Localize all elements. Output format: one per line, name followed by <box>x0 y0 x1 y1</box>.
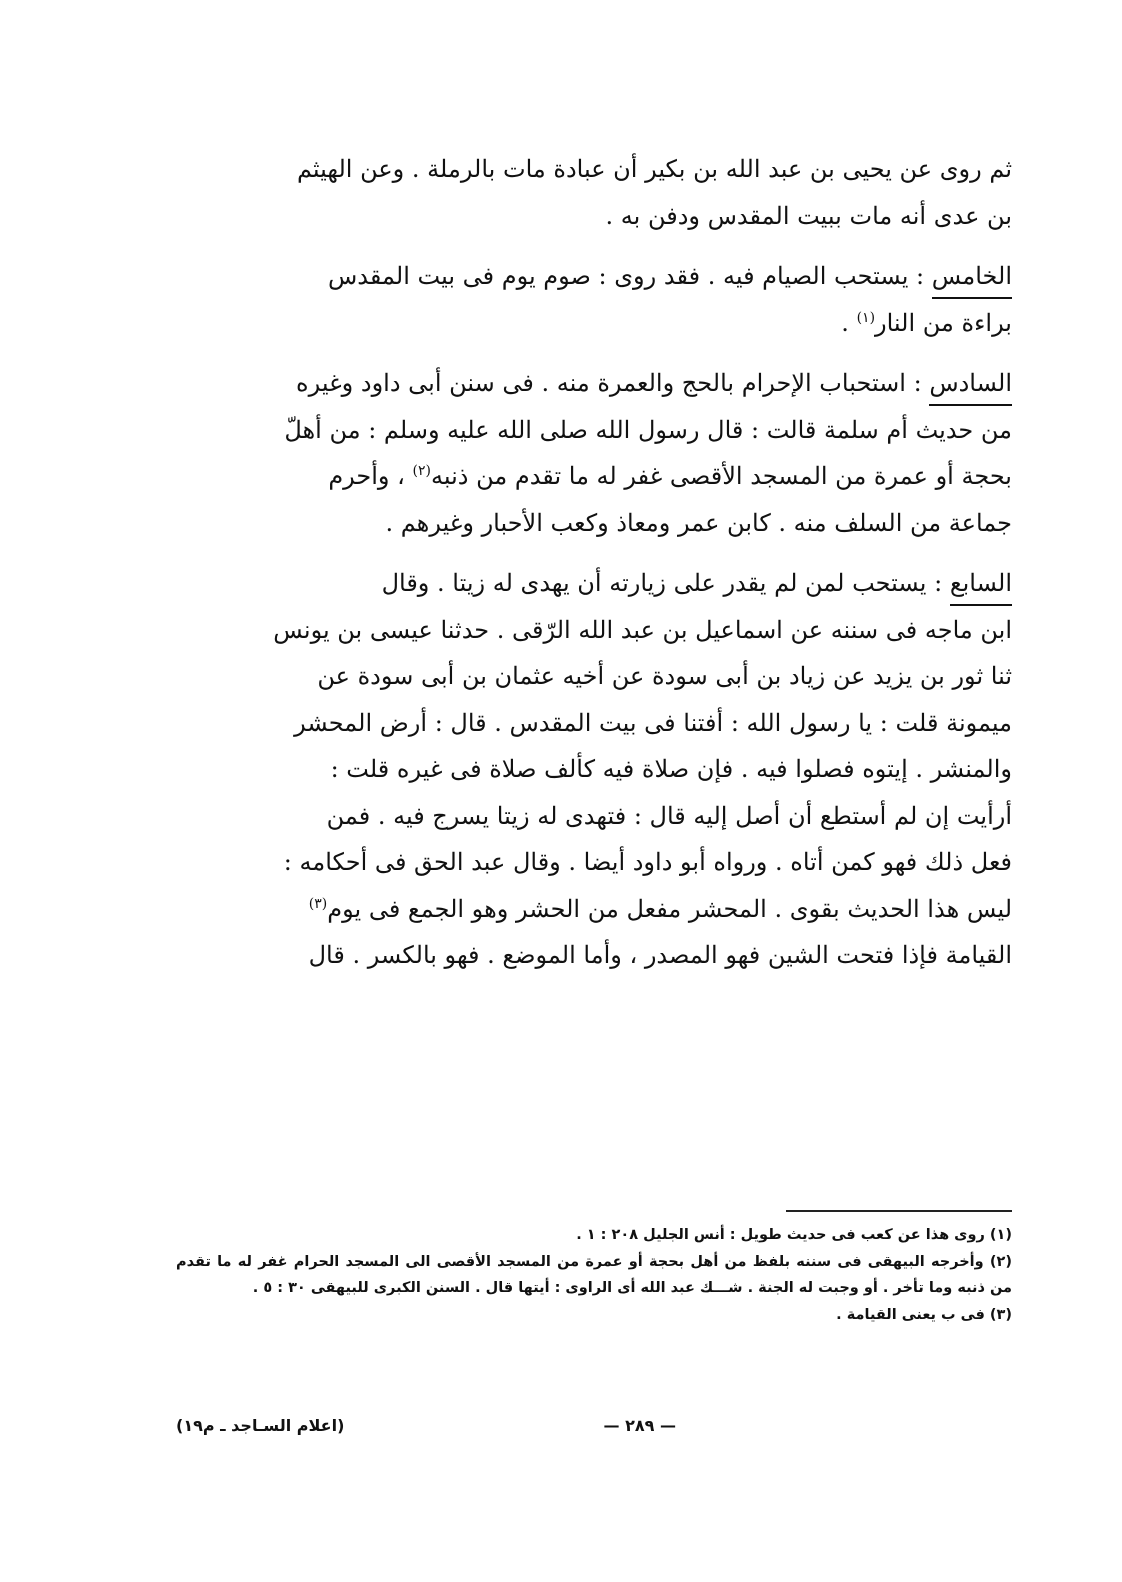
text-line <box>176 886 1012 933</box>
footnote-marker: (٢) <box>412 463 431 479</box>
text-line: القيامة فإذا فتحت الشين فهو المصدر ، وأما الموضع . فهو بالكسر . قال <box>308 941 1012 969</box>
footnote-marker: (١) <box>856 309 876 326</box>
text-segment: : يستحب لمن لم يقدر على زيارته أن يهدى له زيتا . وقال <box>381 569 950 597</box>
footnote: (٢) وأخرجه البيهقى فى سننه بلفظ من أهل بحجة أو عمرة من المسجد الأقصى الى المسجد الحرام غفر له ما تقدم من ذنبه وما تأخر . أو وجبت له الجنة . شـــك عبد الله أى الراوى : أيتها قال . السنن الكبرى للبيهقى ٣٠ : ٥ . <box>176 1253 1012 1296</box>
text-line: من حديث أم سلمة قالت : قال رسول الله صلى الله عليه وسلم : من أهلّ <box>284 415 1012 444</box>
main-text <box>176 146 1012 979</box>
text-line: أرأيت إن لم أستطع أن أصل إليه قال : فتهدى له زيتا يسرج فيه . فمن <box>326 801 1012 830</box>
section-heading: السادس <box>929 368 1012 406</box>
text-line: ميمونة قلت : يا رسول الله : أفتنا فى بيت المقدس . قال : أرض المحشر <box>294 708 1012 737</box>
footnote-marker: (٣) <box>308 895 328 912</box>
text-segment: ليس هذا الحديث بقوى . المحشر مفعل من الحشر وهو الجمع فى يوم <box>327 894 1012 923</box>
footnote: (١) روى هذا عن كعب فى حديث طويل : أنس الجليل ٢٠٨ : ١ . <box>576 1227 1012 1243</box>
section-seventh <box>176 560 1012 607</box>
text-line: ثم روى عن يحيى بن عبد الله بن بكير أن عبادة مات بالرملة . وعن الهيثم <box>296 155 1012 183</box>
text-segment: : استحباب الإحرام بالحج والعمرة منه . فى سنن أبى داود وغيره <box>296 369 930 397</box>
text-line: بن عدى أنه مات ببيت المقدس ودفن به . <box>605 201 1012 230</box>
text-line <box>176 300 1012 347</box>
section-sixth <box>176 360 1012 407</box>
footnote: (٣) فى ب يعنى القيامة . <box>836 1306 1012 1323</box>
text-segment: ، وأحرم <box>328 462 413 490</box>
text-segment: : يستحب الصيام فيه . فقد روى : صوم يوم فى بيت المقدس <box>327 262 932 290</box>
footnotes <box>176 1222 1012 1328</box>
text-line: ابن ماجه فى سننه عن اسماعيل بن عبد الله الرّقى . حدثنا عيسى بن يونس <box>273 615 1012 644</box>
text-line: فعل ذلك فهو كمن أتاه . ورواه أبو داود أيضا . وقال عبد الحق فى أحكامه : <box>283 848 1012 876</box>
page-number: — ٢٨٩ — <box>603 1416 676 1435</box>
text-segment: براءة من النار <box>875 308 1012 337</box>
text-line: جماعة من السلف منه . كابن عمر ومعاذ وكعب الأحبار وغيرهم . <box>385 508 1012 537</box>
section-heading: الخامس <box>932 261 1012 299</box>
section-heading: السابع <box>950 568 1012 606</box>
text-segment: بحجة أو عمرة من المسجد الأقصى غفر له ما تقدم من ذنبه <box>430 462 1012 490</box>
section-fifth <box>176 253 1012 300</box>
text-line <box>176 453 1012 500</box>
text-line: ثنا ثور بن يزيد عن زياد بن أبى سودة عن أخيه عثمان بن أبى سودة عن <box>317 662 1012 690</box>
text-line: والمنشر . إيتوه فصلوا فيه . فإن صلاة فيه كألف صلاة فى غيره قلت : <box>330 755 1012 783</box>
book-reference: (اعلام السـاجد ـ م١٩) <box>176 1416 345 1435</box>
text-segment: . <box>841 308 857 337</box>
footnote-divider <box>786 1210 1012 1212</box>
